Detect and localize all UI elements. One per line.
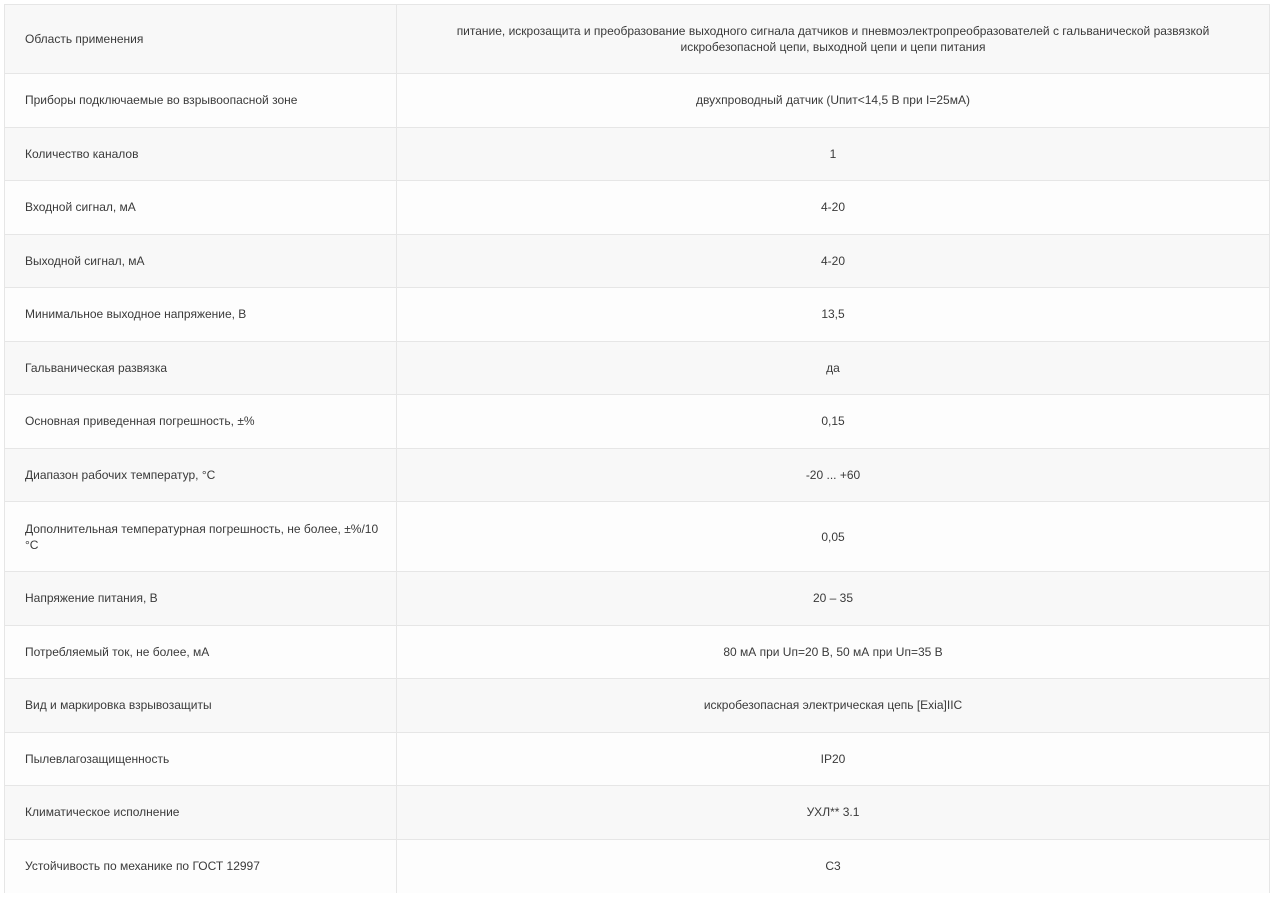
param-value: да bbox=[397, 341, 1270, 395]
param-value: двухпроводный датчик (Uпит<14,5 В при I=25мА) bbox=[397, 74, 1270, 128]
param-name: Напряжение питания, В bbox=[5, 572, 397, 626]
param-value: 1 bbox=[397, 127, 1270, 181]
param-value: 4-20 bbox=[397, 181, 1270, 235]
table-row bbox=[5, 448, 1270, 502]
param-value: 0,05 bbox=[397, 502, 1270, 572]
param-value: 80 мА при Uп=20 В, 50 мА при Uп=35 В bbox=[397, 625, 1270, 679]
param-name: Пылевлагозащищенность bbox=[5, 732, 397, 786]
table-row bbox=[5, 288, 1270, 342]
table-row bbox=[5, 732, 1270, 786]
specifications-table bbox=[4, 4, 1270, 893]
table-row bbox=[5, 679, 1270, 733]
table-row bbox=[5, 74, 1270, 128]
param-name: Вид и маркировка взрывозащиты bbox=[5, 679, 397, 733]
param-value: 13,5 bbox=[397, 288, 1270, 342]
table-row bbox=[5, 5, 1270, 74]
param-value: С3 bbox=[397, 839, 1270, 893]
table-row bbox=[5, 181, 1270, 235]
param-name: Климатическое исполнение bbox=[5, 786, 397, 840]
param-name: Дополнительная температурная погрешность, не более, ±%/10 °С bbox=[5, 502, 397, 572]
table-row bbox=[5, 572, 1270, 626]
param-name: Область применения bbox=[5, 5, 397, 74]
param-value: УХЛ** 3.1 bbox=[397, 786, 1270, 840]
table-row bbox=[5, 127, 1270, 181]
param-value: 4-20 bbox=[397, 234, 1270, 288]
param-value: 20 – 35 bbox=[397, 572, 1270, 626]
param-name: Приборы подключаемые во взрывоопасной зоне bbox=[5, 74, 397, 128]
table-row bbox=[5, 502, 1270, 572]
param-name: Диапазон рабочих температур, °С bbox=[5, 448, 397, 502]
param-name: Количество каналов bbox=[5, 127, 397, 181]
param-name: Устойчивость по механике по ГОСТ 12997 bbox=[5, 839, 397, 893]
param-value: питание, искрозащита и преобразование выходного сигнала датчиков и пневмоэлектропреобразователей с гальванической развязкой искробезопасной цепи, выходной цепи и цепи питания bbox=[397, 5, 1270, 74]
param-name: Гальваническая развязка bbox=[5, 341, 397, 395]
table-row bbox=[5, 839, 1270, 893]
param-name: Выходной сигнал, мА bbox=[5, 234, 397, 288]
table-row bbox=[5, 786, 1270, 840]
param-name: Потребляемый ток, не более, мА bbox=[5, 625, 397, 679]
param-name: Минимальное выходное напряжение, В bbox=[5, 288, 397, 342]
table-row bbox=[5, 234, 1270, 288]
param-name: Входной сигнал, мА bbox=[5, 181, 397, 235]
param-name: Основная приведенная погрешность, ±% bbox=[5, 395, 397, 449]
param-value: IP20 bbox=[397, 732, 1270, 786]
table-row bbox=[5, 625, 1270, 679]
table-row bbox=[5, 341, 1270, 395]
param-value: искробезопасная электрическая цепь [Exia]IIC bbox=[397, 679, 1270, 733]
table-row bbox=[5, 395, 1270, 449]
param-value: 0,15 bbox=[397, 395, 1270, 449]
param-value: -20 ... +60 bbox=[397, 448, 1270, 502]
